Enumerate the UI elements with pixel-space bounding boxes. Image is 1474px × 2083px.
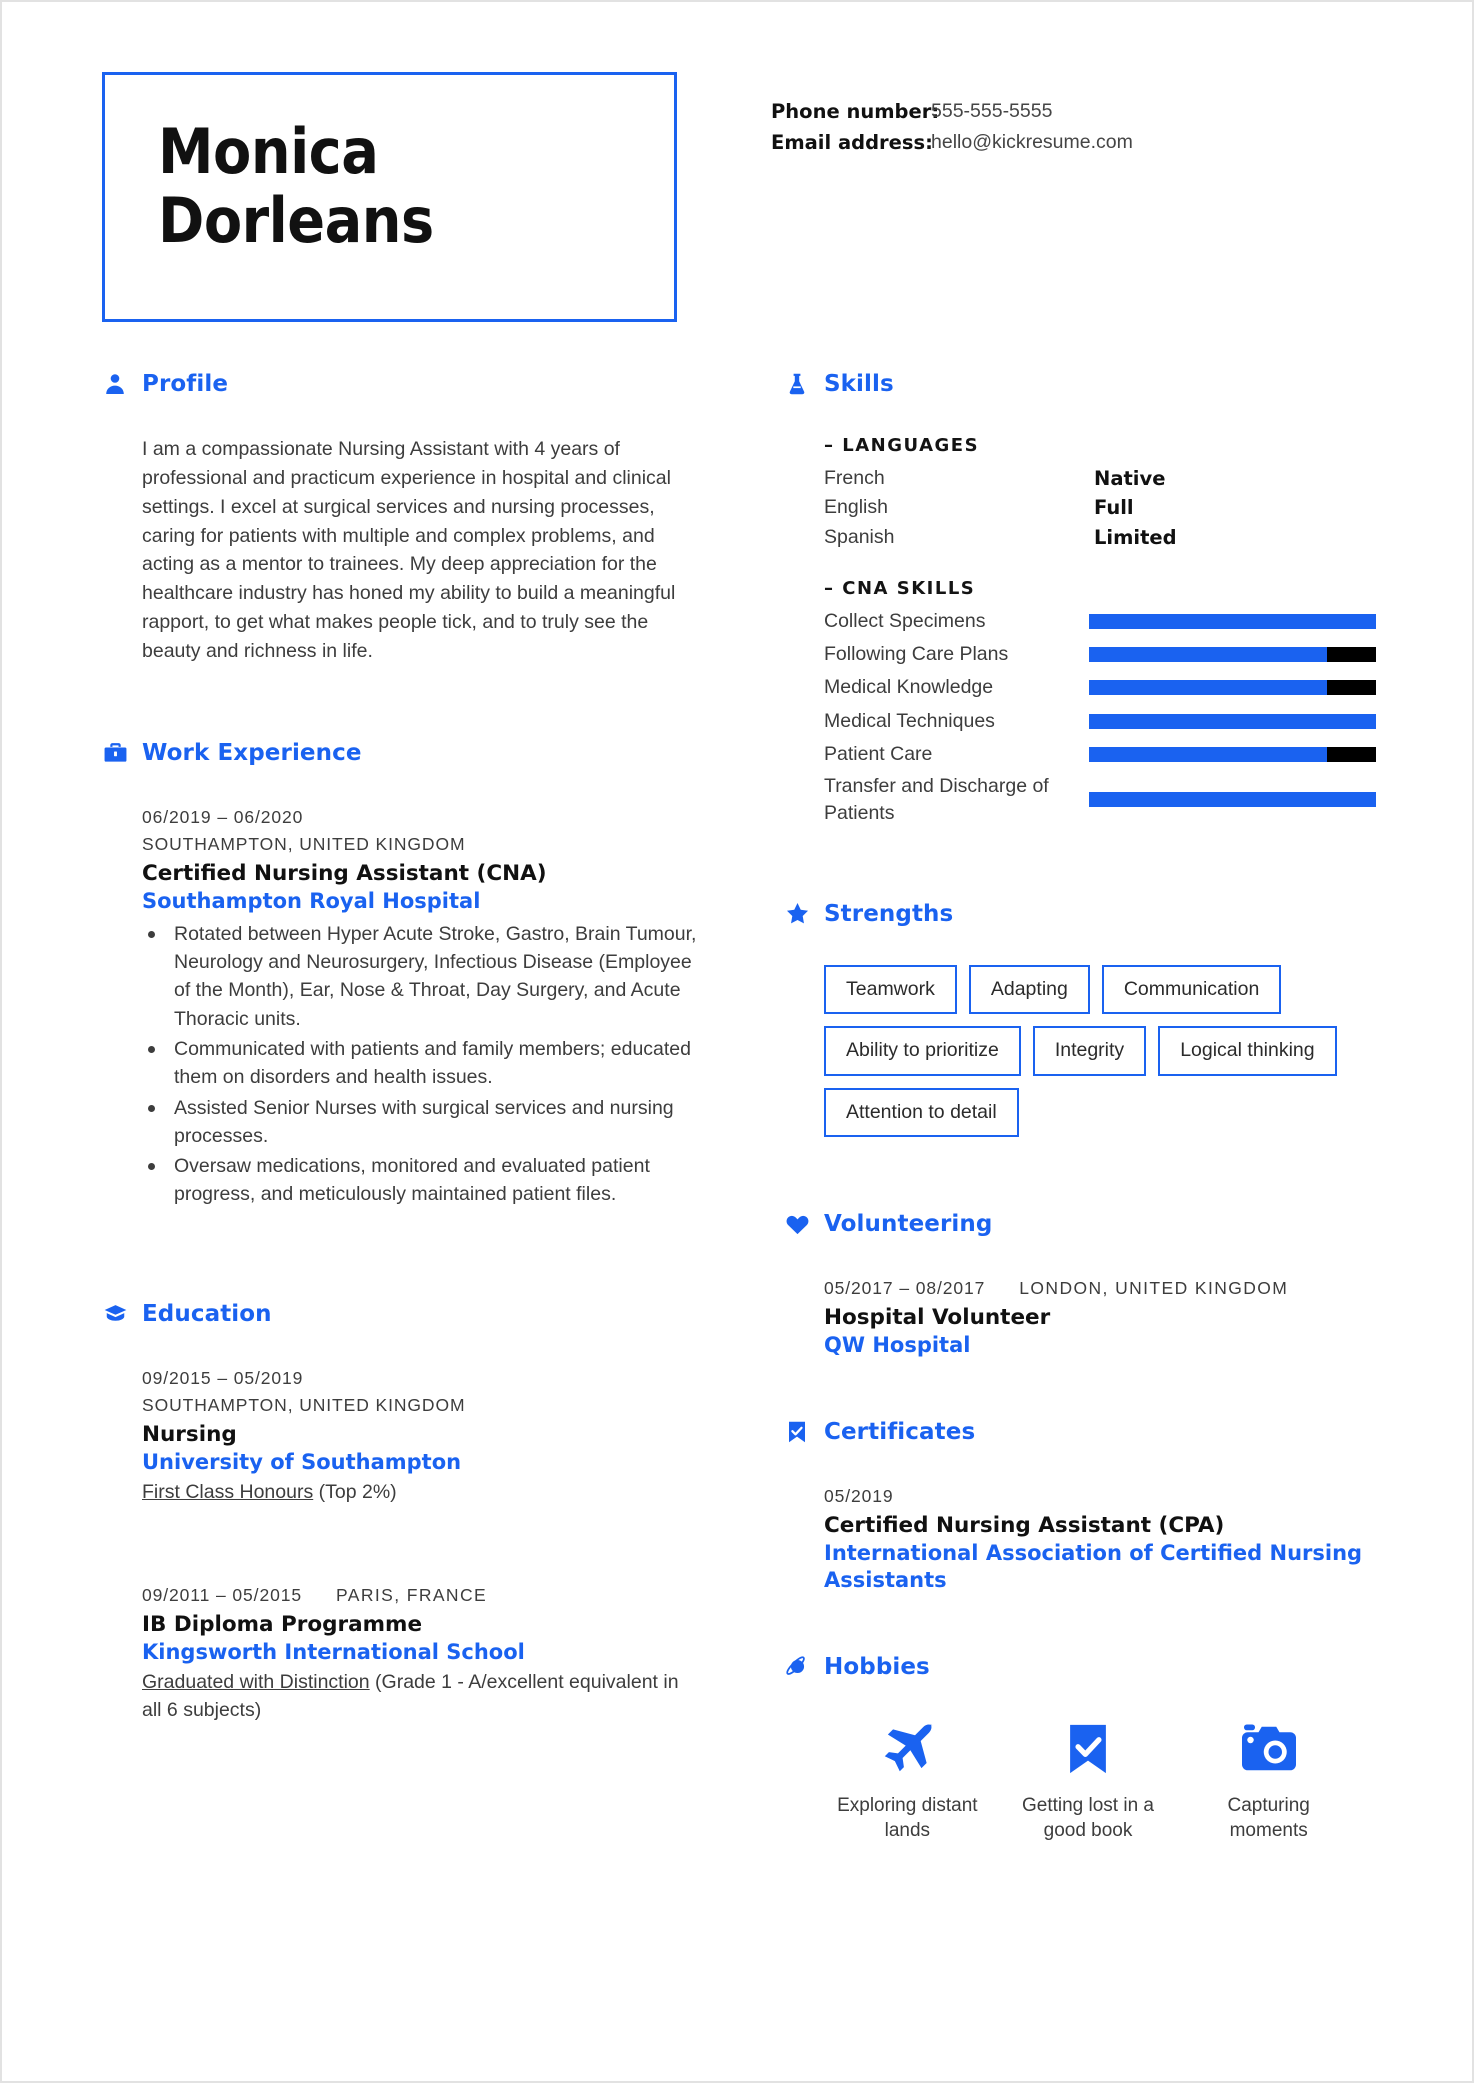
graduation-cap-icon	[102, 1301, 128, 1327]
skill-row	[824, 740, 1376, 769]
skill-row	[824, 773, 1376, 827]
list-item: Oversaw medications, monitored and evaluated patient progress, and meticulously maintained patient files.	[142, 1152, 700, 1209]
education-entry-note-underlined: Graduated with Distinction	[142, 1670, 370, 1693]
last-name: Dorleans	[158, 184, 434, 258]
work-entry-position: Certified Nursing Assistant (CNA)	[142, 861, 547, 887]
language-row	[824, 523, 1376, 552]
education-entry-note-rest: (Grade 1 - A/excellent equivalent in all 6 subjects)	[142, 1670, 679, 1722]
certificate-entry-organization: International Association of Certified Nursing Assistants	[824, 1541, 1363, 1592]
strength-chip[interactable]: Attention to detail	[824, 1088, 1019, 1137]
profile-heading	[102, 371, 700, 397]
language-name: Spanish	[824, 525, 895, 548]
strengths-title: Strengths	[824, 900, 954, 927]
phone-value[interactable]: 555-555-5555	[931, 100, 1053, 122]
education-entry-organization: University of Southampton	[142, 1449, 462, 1474]
strength-chip[interactable]: Integrity	[1033, 1026, 1146, 1075]
work-experience-heading	[102, 740, 700, 766]
section-strengths	[784, 901, 1376, 1137]
contact-block	[771, 72, 1133, 158]
right-column	[784, 371, 1376, 1857]
certificates-title: Certificates	[824, 1419, 976, 1446]
education-entry-note	[142, 1478, 700, 1506]
volunteering-title: Volunteering	[824, 1211, 993, 1238]
list-item: Assisted Senior Nurses with surgical services and nursing processes.	[142, 1094, 700, 1151]
skill-bar-fill	[1089, 714, 1376, 729]
certificate-entry	[824, 1483, 1376, 1594]
strength-chip[interactable]: Adapting	[969, 965, 1090, 1014]
resume-header	[102, 72, 1376, 327]
bookmark-check-icon	[1015, 1718, 1162, 1780]
section-profile	[102, 371, 700, 666]
bookmark-check-icon	[784, 1419, 810, 1445]
skill-row	[824, 673, 1376, 702]
email-value[interactable]: hello@kickresume.com	[931, 131, 1133, 154]
language-row	[824, 464, 1376, 493]
skill-bar	[1089, 680, 1376, 695]
section-volunteering	[784, 1211, 1376, 1359]
education-entry-dates: 09/2011 – 05/2015	[142, 1584, 302, 1605]
skill-row	[824, 607, 1376, 636]
education-entry-meta	[142, 1582, 700, 1609]
language-name: English	[824, 496, 888, 519]
planet-icon	[784, 1654, 810, 1680]
email-label: Email address:	[771, 131, 933, 155]
education-entry-note-rest: (Top 2%)	[313, 1480, 397, 1503]
hobbies-list	[824, 1718, 1376, 1843]
language-name: French	[824, 467, 885, 489]
section-education	[102, 1301, 700, 1725]
certificate-entry-dates: 05/2019	[824, 1486, 894, 1507]
education-entry	[142, 1582, 700, 1724]
hobby-item	[834, 1718, 981, 1843]
flask-icon	[784, 371, 810, 397]
languages-subheading: – LANGUAGES	[824, 435, 980, 456]
contact-row-email	[771, 127, 1133, 158]
heart-icon	[784, 1211, 810, 1237]
list-item: Rotated between Hyper Acute Stroke, Gastro, Brain Tumour, Neurology and Neurosurgery, Infectious Disease (Employee of the Month), Ear, Nose & Throat, Day Surgery, and Acute Thoracic units.	[142, 920, 700, 1033]
star-icon	[784, 901, 810, 927]
skill-bar	[1089, 714, 1376, 729]
strength-chip[interactable]: Communication	[1102, 965, 1281, 1014]
volunteering-entry	[824, 1275, 1376, 1359]
work-entry-bullets	[142, 920, 700, 1209]
skill-bar-fill	[1089, 614, 1376, 629]
volunteering-entry-location: LONDON, UNITED KINGDOM	[1019, 1278, 1289, 1299]
phone-label: Phone number:	[771, 100, 940, 123]
skill-name: Transfer and Discharge of Patients	[824, 775, 1049, 824]
hobbies-heading	[784, 1654, 1376, 1680]
skills-heading	[784, 371, 1376, 397]
hobby-label: Capturing moments	[1227, 1794, 1310, 1841]
work-entry	[142, 804, 700, 1209]
hobbies-title: Hobbies	[824, 1653, 930, 1680]
certificates-heading	[784, 1419, 1376, 1445]
skill-bar-fill	[1089, 747, 1327, 762]
education-entry-note-underlined: First Class Honours	[142, 1480, 314, 1503]
language-row	[824, 493, 1376, 522]
list-item: Communicated with patients and family members; educated them on disorders and health issues.	[142, 1035, 700, 1092]
volunteering-entry-dates: 05/2017 – 08/2017	[824, 1278, 986, 1299]
section-work-experience	[102, 740, 700, 1209]
strengths-chip-list	[824, 965, 1376, 1137]
volunteering-entry-organization: QW Hospital	[824, 1333, 971, 1358]
education-entry-location: SOUTHAMPTON, UNITED KINGDOM	[142, 1394, 466, 1415]
hobby-label: Getting lost in a good book	[1021, 1794, 1155, 1841]
strengths-heading	[784, 901, 1376, 927]
skill-bar	[1089, 792, 1376, 807]
language-level: Native	[1094, 467, 1166, 490]
airplane-icon	[834, 1718, 981, 1780]
hobby-item	[1015, 1718, 1162, 1843]
volunteering-heading	[784, 1211, 1376, 1237]
skill-row	[824, 707, 1376, 736]
camera-icon	[1195, 1718, 1342, 1780]
skill-bar-fill	[1089, 792, 1376, 807]
work-entry-location: SOUTHAMPTON, UNITED KINGDOM	[142, 834, 466, 854]
work-experience-title: Work Experience	[142, 739, 362, 766]
work-entry-dates: 06/2019 – 06/2020	[142, 806, 304, 827]
strength-chip[interactable]: Teamwork	[824, 965, 957, 1014]
person-icon	[102, 371, 128, 397]
hobby-label: Exploring distant lands	[837, 1794, 978, 1841]
certificate-entry-position: Certified Nursing Assistant (CPA)	[824, 1513, 1225, 1539]
strength-chip[interactable]: Logical thinking	[1158, 1026, 1336, 1075]
section-hobbies	[784, 1654, 1376, 1843]
cna-skills-subheading: – CNA SKILLS	[824, 577, 976, 599]
skill-name: Following Care Plans	[824, 643, 1009, 665]
skill-name: Patient Care	[824, 742, 933, 765]
section-certificates	[784, 1419, 1376, 1594]
profile-text: I am a compassionate Nursing Assistant with 4 years of professional and practicum experience in hospital and clinical settings. I excel at surgical services and nursing processes, caring for patients with multiple and complex problems, and acting as a mentor to trainees. My deep appreciation for the healthcare industry has honed my ability to build a meaningful rapport, to get what makes people tick, and to truly see the beauty and richness in life.	[142, 438, 676, 663]
education-entry-dates: 09/2015 – 05/2019	[142, 1367, 304, 1388]
hobby-item	[1195, 1718, 1342, 1843]
skill-bar-fill	[1089, 647, 1327, 662]
language-level: Limited	[1094, 525, 1177, 549]
left-column	[102, 371, 700, 1857]
volunteering-entry-position: Hospital Volunteer	[824, 1305, 1051, 1331]
skill-row	[824, 640, 1376, 669]
education-entry-organization: Kingsworth International School	[142, 1639, 525, 1664]
first-name: Monica	[158, 115, 379, 188]
education-entry-location: PARIS, FRANCE	[335, 1584, 488, 1605]
skill-bar	[1089, 747, 1376, 762]
skill-name: Collect Specimens	[824, 609, 986, 632]
section-skills	[784, 371, 1376, 827]
strength-chip[interactable]: Ability to prioritize	[824, 1026, 1021, 1075]
work-entry-organization: Southampton Royal Hospital	[142, 889, 481, 914]
education-entry-position: IB Diploma Programme	[142, 1612, 423, 1638]
education-heading	[102, 1301, 700, 1327]
skills-title: Skills	[824, 371, 894, 397]
contact-row-phone	[771, 96, 1133, 127]
education-entry-note	[142, 1668, 700, 1725]
profile-title: Profile	[142, 371, 229, 397]
skill-name: Medical Techniques	[824, 709, 995, 732]
name-box	[102, 72, 677, 322]
education-title: Education	[142, 1300, 272, 1327]
skill-name: Medical Knowledge	[824, 676, 994, 699]
skill-bar-fill	[1089, 680, 1327, 695]
education-entry	[142, 1365, 700, 1506]
language-level: Full	[1094, 496, 1134, 520]
skill-bar	[1089, 614, 1376, 629]
briefcase-icon	[102, 740, 128, 766]
education-entry-position: Nursing	[142, 1421, 237, 1447]
skill-bar	[1089, 647, 1376, 662]
volunteering-entry-meta	[824, 1275, 1376, 1302]
